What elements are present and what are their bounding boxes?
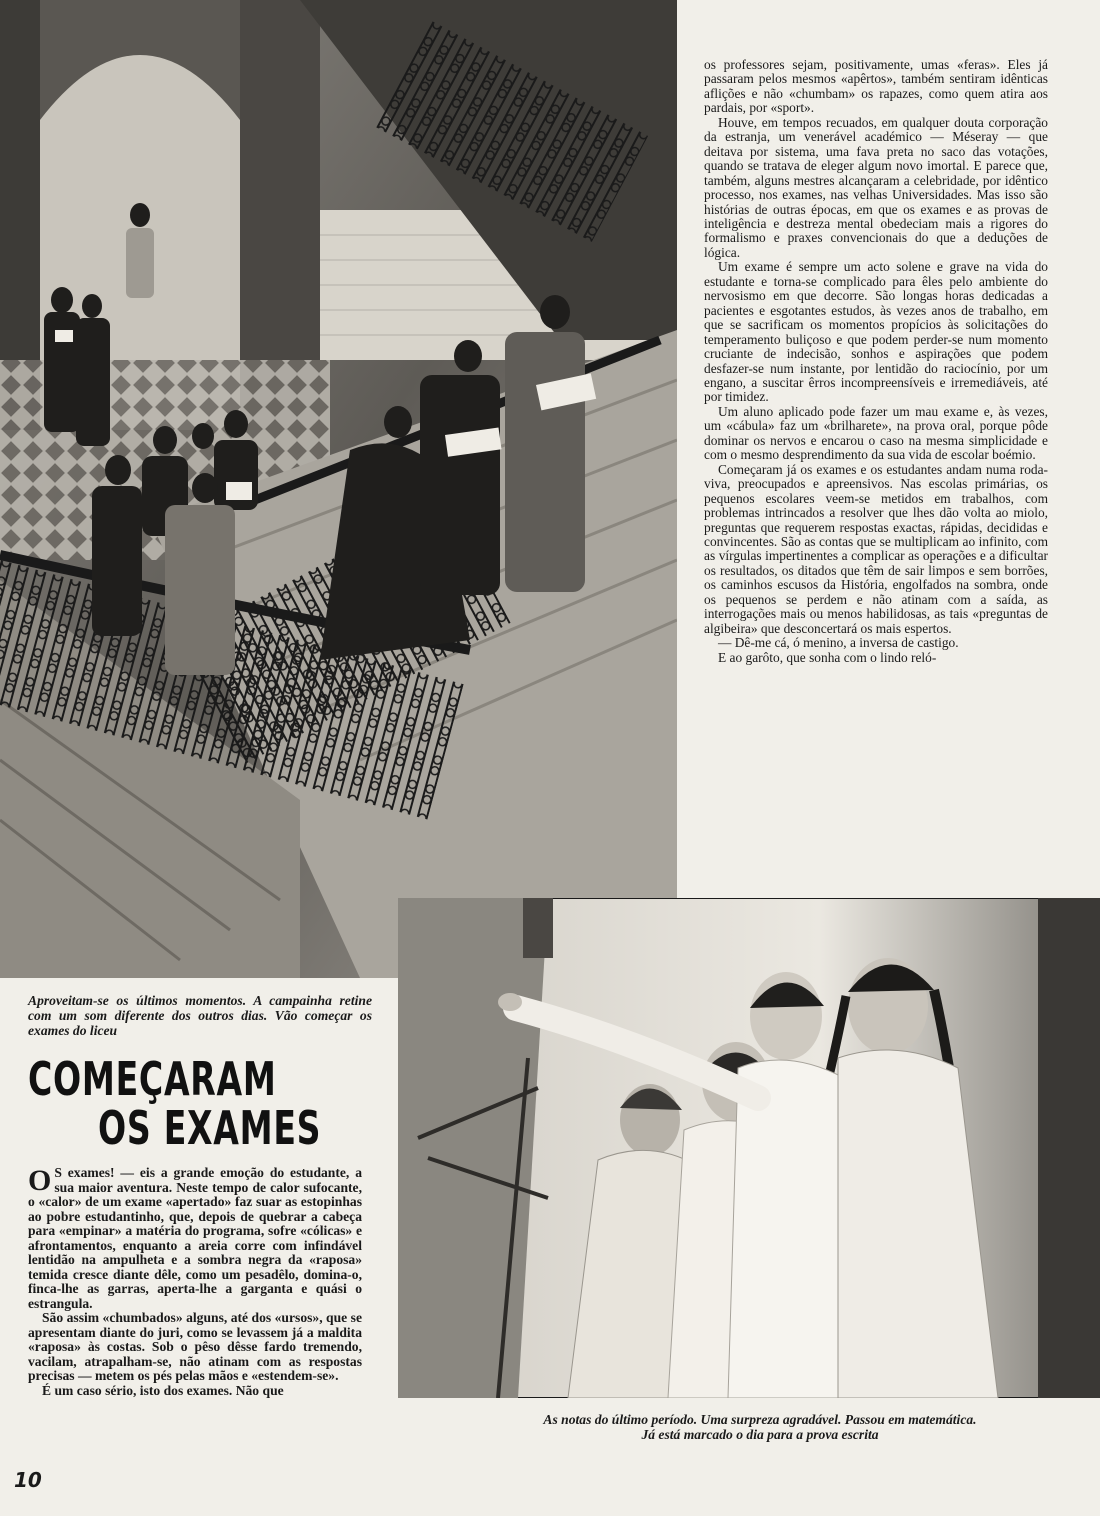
schoolgirls-notice-board-photo xyxy=(398,898,1100,1398)
article-left-column xyxy=(28,1166,362,1486)
article-right-column xyxy=(704,58,1048,878)
photo-caption-stairs: Aproveitam-se os últimos momentos. A campainha retine com um som diferente dos outros dias. Vão começar os exames do liceu xyxy=(28,993,372,1038)
article-lead-paragraph xyxy=(28,1166,362,1311)
caption-line: Já está marcado o dia para a prova escrita xyxy=(641,1427,879,1442)
article-paragraph: os professores sejam, positivamente, umas «feras». Eles já passaram pelos mesmos «apêrtos», também sentiram idênticas aflições e não «chumbam» os rapazes, como quem atira aos pardais, por «sport». xyxy=(704,58,1048,116)
article-paragraph: Um aluno aplicado pode fazer um mau exame e, às vezes, um «cábula» faz um «brilharete», na prova oral, porque pôde dominar os nervos e encarou o caso na mesma simplicidade e com o mesmo desprendimento da sua vida de escolar boémio. xyxy=(704,403,1048,463)
photo-caption-girls xyxy=(440,1412,1080,1442)
article-paragraph: Houve, em tempos recuados, em qualquer douta corporação da estranja, um venerável académico — Méseray — que deitava por sistema, uma fava preta no saco das votações, quando se tratava de eleger algum novo imortal. E parece que, também, alguns mestres alcançaram a celebridade, por idêntico processo, nos exames, nas velhas Universidades. Mas isso são histórias de outras épocas, em que os exames e as provas de inteligência e destreza mental obedeciam mais a rigores do formalismo e praxes convencionais do que a deduções de lógica. xyxy=(704,114,1048,260)
drop-cap: O xyxy=(28,1166,52,1197)
article-paragraph: São assim «chumbados» alguns, até dos «ursos», que se apresentam diante do juri, como se levassem já a maldita «raposa» às costas. Sob o pêso dêsse fardo tremendo, vacilam, atrapalham-se, não atinam com as respostas precisas — metem os pés pelas mãos e «estendem-se». xyxy=(28,1310,362,1383)
page-number: 10 xyxy=(14,1468,42,1492)
article-paragraph: — Dê-me cá, ó menino, a inversa de castigo. xyxy=(718,635,959,651)
lead-text: S exames! — eis a grande emoção do estudante, a sua maior aventura. Neste tempo de calor sufocante, o «calor» de um exame «apertado» faz suar as estopinhas ao pobre estudantinho, que, depois de quebrar a cabeça para «empinar» a matéria do programa, sofre «cólicas» e afrontamentos, enquanto a areia corre com infindável lentidão na ampulheta e a sombra negra da «raposa» temida cresce diante dêle, como um pesadêlo, domina-o, finca-lhe as garras, aperta-lhe a garganta e quási o estrangula. xyxy=(28,1166,362,1311)
headline-line-1: COMEÇARAM xyxy=(28,1052,277,1106)
headline-line-2: OS EXAMES xyxy=(98,1101,322,1155)
article-paragraph: Começaram já os exames e os estudantes andam numa roda-viva, preocupados e apreensivos. Nas escolas primárias, os pequenos escolares veem-se metidos em trabalhos, com problemas intrincados a resolver que lhes dão volta ao miolo, preguntas que requerem respostas exactas, rápidas, decididas e convincentes. São as contas que se multiplicam ao infinito, com as vírgulas impertinentes a complicar as operações e a dificultar os resultados, os ditados que têm de sair limpos e sem borrões, os caminhos escusos da História, engolfados na sombra, onde os pequenos se perdem e não atinam com a saída, as interrogações mais ou menos habilidosas, as tais «preguntas de algibeira» que desconcertará os mais espertos. xyxy=(704,461,1048,636)
caption-line: As notas do último período. Uma surpreza agradável. Passou em matemática. xyxy=(543,1412,977,1427)
staircase-students-photo xyxy=(0,0,677,978)
article-paragraph: Um exame é sempre um acto solene e grave na vida do estudante e torna-se complicado para êles pelo ambiente do nervosismo em que decorre. São longas horas dedicadas a pacientes e esgotantes estudos, às vezes anos de trabalho, em que se sacrificam os momentos propícios às solicitações do temperamento buliçoso e que podem perder-se num momento cruciante de indecisão, sonhos e aspirações que podem desfazer-se num instante, por lentidão do raciocínio, por um engano, a suscitar êrros incompreensíveis e irremediáveis, até por timidez. xyxy=(704,259,1048,405)
article-paragraph: E ao garôto, que sonha com o lindo reló- xyxy=(718,649,937,665)
article-paragraph: É um caso sério, isto dos exames. Não que xyxy=(42,1382,284,1398)
